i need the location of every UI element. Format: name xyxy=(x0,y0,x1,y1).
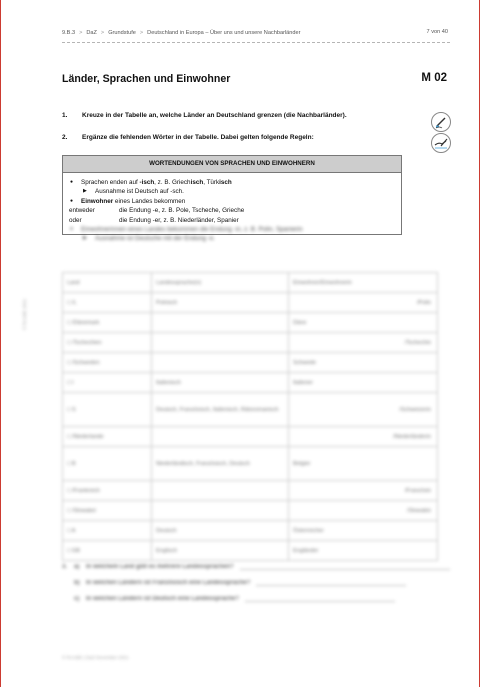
table-row xyxy=(63,541,438,561)
left-red-border xyxy=(0,0,1,687)
rules-body xyxy=(63,173,401,243)
sprache-cell[interactable]: Deutsch xyxy=(152,521,289,541)
table-header-row xyxy=(63,273,438,293)
task-1 xyxy=(62,112,347,119)
rule-exception-deutsch: ▶ Ausnahme ist Deutsch auf -sch. xyxy=(69,187,401,196)
header-cell: Einwohner/Einwohnerin xyxy=(289,273,438,293)
hand-writing-icon xyxy=(431,133,451,153)
crumb-separator: > xyxy=(100,30,105,36)
table-row xyxy=(63,427,438,447)
land-cell[interactable]: □ S xyxy=(63,393,152,427)
answer-line[interactable] xyxy=(245,595,395,602)
rule-ending-er: oder die Endung -er, z. B. Niederländer, Spanier xyxy=(69,216,239,224)
header-cell: Landessprache(n) xyxy=(152,273,289,293)
table-row xyxy=(63,313,438,333)
land-cell[interactable]: □ /L xyxy=(63,293,152,313)
rules-heading: WORTENDUNGEN VON SPRACHEN UND EINWOHNERN xyxy=(63,156,401,173)
header-divider xyxy=(62,42,450,43)
land-cell[interactable]: □ GB xyxy=(63,541,152,561)
footer: © RAABE | DaZ November 2021 xyxy=(62,655,129,660)
rule-exception-deutsche: ▶ Ausnahme ist Deutsche mit der Endung -e. xyxy=(69,234,401,243)
land-cell[interactable]: □ /Schweden xyxy=(63,353,152,373)
sprache-cell[interactable]: Polnisch xyxy=(152,293,289,313)
land-cell[interactable]: □ A xyxy=(63,521,152,541)
crumb-2: DaZ xyxy=(86,30,97,36)
einwohner-cell[interactable]: Engländer xyxy=(289,541,438,561)
sprache-cell[interactable]: Englisch xyxy=(152,541,289,561)
task-number: 2. xyxy=(62,134,68,141)
crumb-1: 9.B.3 xyxy=(62,30,76,36)
sprache-cell[interactable] xyxy=(152,353,289,373)
crumb-4: Deutschland in Europa – Über uns und unsere Nachbarländer xyxy=(147,30,301,36)
page-number: 7 von 40 xyxy=(426,29,448,35)
question-c: c) In welchen Ländern ist Deutsch eine Landessprache? xyxy=(62,595,395,602)
pen-writing-icon xyxy=(431,112,451,132)
einwohner-cell[interactable]: Schwede xyxy=(289,353,438,373)
rule-languages: ● Sprachen enden auf -isch, z. B. Griechisch, Türkisch xyxy=(69,178,401,187)
einwohner-cell[interactable]: /Französin xyxy=(289,481,438,501)
einwohner-cell[interactable]: Österreicher xyxy=(289,521,438,541)
land-cell[interactable]: □ /Tschechien xyxy=(63,333,152,353)
sprache-cell[interactable] xyxy=(152,501,289,521)
side-copyright: © RAABE 2021 xyxy=(22,298,27,330)
task-text: Ergänze die fehlenden Wörter in der Tabelle. Dabei gelten folgende Regeln: xyxy=(82,134,314,141)
crumb-separator: > xyxy=(139,30,144,36)
task-text: Kreuze in der Tabelle an, welche Länder an Deutschland grenzen (die Nachbarländer). xyxy=(82,112,347,119)
sprache-cell[interactable] xyxy=(152,427,289,447)
land-cell[interactable]: □ /Frankreich xyxy=(63,481,152,501)
sprache-cell[interactable] xyxy=(152,481,289,501)
answer-line[interactable] xyxy=(240,563,450,570)
rules-box xyxy=(62,155,402,243)
sprache-cell[interactable] xyxy=(152,333,289,353)
einwohner-cell[interactable]: /Slowakin xyxy=(289,501,438,521)
einwohner-cell[interactable]: Däne xyxy=(289,313,438,333)
answer-line[interactable] xyxy=(256,579,406,586)
table-row xyxy=(63,521,438,541)
rule-female-inhabitants: ● Einwohnerinnen eines Landes bekommen die Endung -in, z. B. Polin, Spanierin xyxy=(69,225,401,234)
einwohner-cell[interactable]: /Tschechin xyxy=(289,333,438,353)
crumb-separator: > xyxy=(79,30,83,36)
table-row xyxy=(63,293,438,313)
question-a: 3. a) In welchem Land gibt es mehrere Landessprachen? xyxy=(62,563,450,570)
page-title: Länder, Sprachen und Einwohner xyxy=(62,73,231,85)
rule-ending-e: entweder die Endung -e, z. B. Pole, Tscheche, Grieche xyxy=(69,207,245,215)
table-row xyxy=(63,447,438,481)
rule-inhabitants: ● Einwohner eines Landes bekommen xyxy=(69,197,401,206)
table-row xyxy=(63,393,438,427)
question-b: b) In welchen Ländern ist Französisch eine Landessprache? xyxy=(62,579,406,586)
task-2 xyxy=(62,134,314,141)
breadcrumb xyxy=(62,27,450,39)
table-row xyxy=(63,373,438,393)
sprache-cell[interactable]: Deutsch, Französisch, Italienisch, Rätoromanisch xyxy=(152,393,289,427)
header-cell: Land xyxy=(63,273,152,293)
einwohner-cell[interactable]: /Polin xyxy=(289,293,438,313)
task-number: 1. xyxy=(62,112,68,119)
table-row xyxy=(63,481,438,501)
land-cell[interactable]: □ /Niederlande xyxy=(63,427,152,447)
land-cell[interactable]: □ /Dänemark xyxy=(63,313,152,333)
table-row xyxy=(63,353,438,373)
table-row xyxy=(63,501,438,521)
land-cell[interactable]: □ /Slowakei xyxy=(63,501,152,521)
countries-table xyxy=(62,272,438,561)
material-code: M 02 xyxy=(421,72,447,84)
table-row xyxy=(63,333,438,353)
einwohner-cell[interactable]: Italiener xyxy=(289,373,438,393)
einwohner-cell[interactable]: Belgier xyxy=(289,447,438,481)
sprache-cell[interactable]: Italienisch xyxy=(152,373,289,393)
land-cell[interactable]: □ I xyxy=(63,373,152,393)
einwohner-cell[interactable]: /Schweizerin xyxy=(289,393,438,427)
land-cell[interactable]: □ B xyxy=(63,447,152,481)
sprache-cell[interactable] xyxy=(152,313,289,333)
einwohner-cell[interactable]: /Niederländerin xyxy=(289,427,438,447)
sprache-cell[interactable]: Niederländisch, Französisch, Deutsch xyxy=(152,447,289,481)
crumb-3: Grundstufe xyxy=(108,30,136,36)
